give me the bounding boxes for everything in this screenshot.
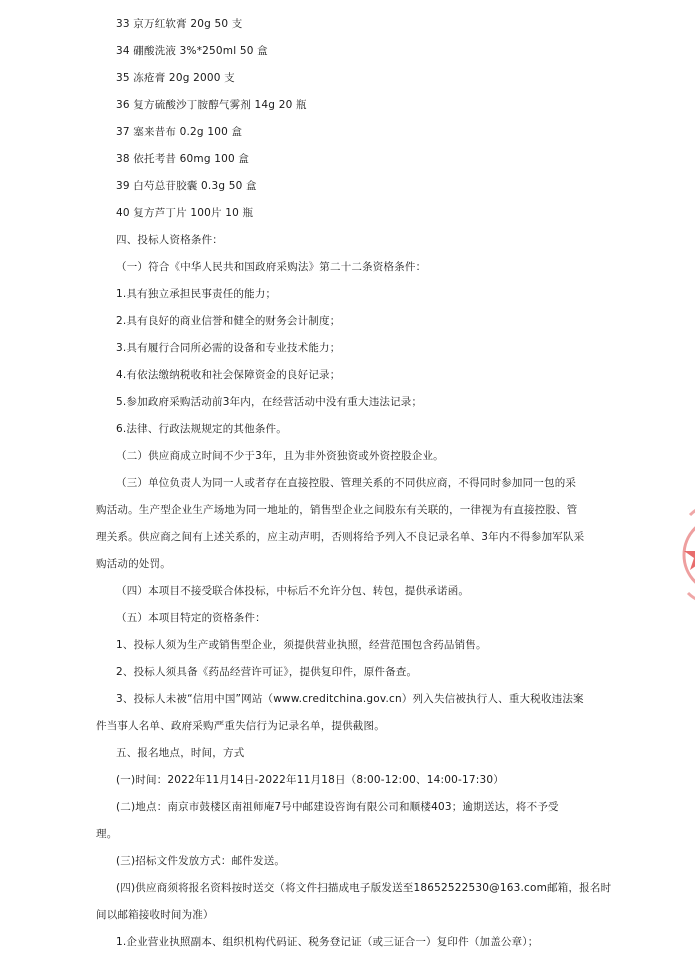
text-line: (二)地点：南京市鼓楼区南祖师庵7号中邮建设咨询有限公司和顺楼403；逾期送达，将不予受 [116,801,559,813]
text-line: 1、投标人须为生产或销售型企业，须提供营业执照，经营范围包含药品销售。 [116,639,487,651]
text-line: 33 京万红软膏 20g 50 支 [116,18,243,30]
text-line: 理关系。供应商之间有上述关系的，应主动声明，否则将给予列入不良记录名单、3年内不得参加军队采 [96,531,585,543]
text-line: （四）本项目不接受联合体投标，中标后不允许分包、转包，提供承诺函。 [116,585,470,597]
text-line: 2.具有良好的商业信誉和健全的财务会计制度； [116,315,341,327]
text-line: 40 复方芦丁片 100片 10 瓶 [116,207,254,219]
text-line: 36 复方硫酸沙丁胺醇气雾剂 14g 20 瓶 [116,99,307,111]
text-line: 5.参加政府采购活动前3年内，在经营活动中没有重大违法记录； [116,396,423,408]
text-line: 间以邮箱接收时间为准） [96,909,214,921]
text-line: （一）符合《中华人民共和国政府采购法》第二十二条资格条件： [116,261,427,273]
text-line: 34 硼酸洗液 3%*250ml 50 盒 [116,45,268,57]
text-line: 4.有依法缴纳税收和社会保障资金的良好记录； [116,369,341,381]
text-line: (四)供应商须将报名资料按时送交（将文件扫描成电子版发送至18652522530@163.com邮箱，报名时 [116,882,612,894]
text-line: 购活动的处罚。 [96,558,171,570]
text-line: 39 白芍总苷胶囊 0.3g 50 盒 [116,180,257,192]
text-line: 购活动。生产型企业生产场地为同一地址的，销售型企业之间股东有关联的，一律视为有直接控股、管 [96,504,578,516]
text-line: 2、投标人须具备《药品经营许可证》，提供复印件，原件备查。 [116,666,418,678]
text-line: （五）本项目特定的资格条件： [116,612,266,624]
text-line: (三)招标文件发放方式：邮件发送。 [116,855,286,867]
text-line: 理。 [96,828,118,840]
text-line: 3.具有履行合同所必需的设备和专业技术能力； [116,342,341,354]
text-line: 35 冻疮膏 20g 2000 支 [116,72,235,84]
text-line: （三）单位负责人为同一人或者存在直接控股、管理关系的不同供应商，不得同时参加同一包的采 [116,477,577,489]
red-seal-stamp [682,495,695,615]
text-line: 6.法律、行政法规规定的其他条件。 [116,423,287,435]
text-line: （二）供应商成立时间不少于3年，且为非外资独资或外资控股企业。 [116,450,444,462]
text-line: 四、投标人资格条件： [116,234,223,246]
text-line: 37 塞来昔布 0.2g 100 盒 [116,126,243,138]
text-line: 3、投标人未被“信用中国”网站（www.creditchina.gov.cn）列入失信被执行人、重大税收违法案 [116,693,584,705]
text-line: 件当事人名单、政府采购严重失信行为记录名单，提供截图。 [96,720,385,732]
text-line: (一)时间：2022年11月14日-2022年11月18日（8:00-12:00、14:00-17:30） [116,774,504,786]
text-line: 1.具有独立承担民事责任的能力； [116,288,277,300]
text-line: 1.企业营业执照副本、组织机构代码证、税务登记证（或三证合一）复印件（加盖公章）； [116,936,539,948]
text-line: 38 依托考昔 60mg 100 盒 [116,153,250,165]
text-line: 五、报名地点，时间，方式 [116,747,245,759]
